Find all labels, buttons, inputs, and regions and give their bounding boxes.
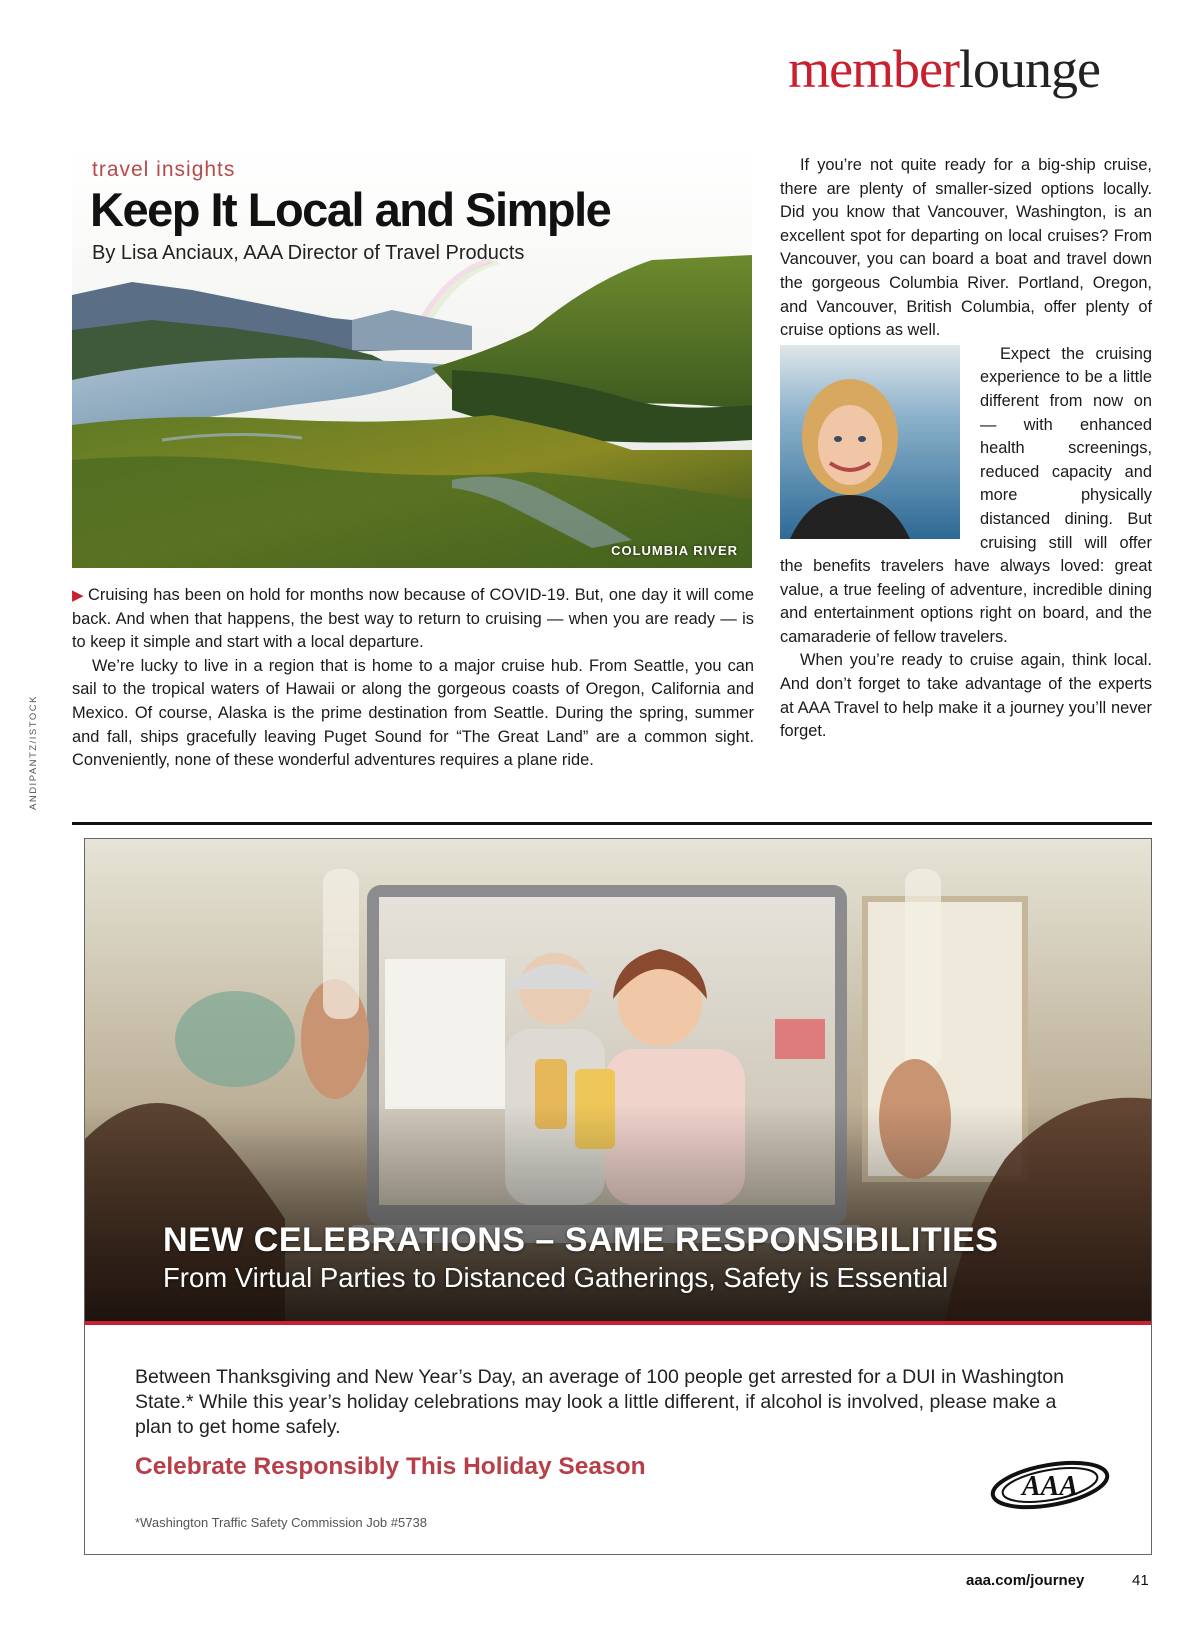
page-number: 41	[1132, 1572, 1149, 1589]
ad-subhead: From Virtual Parties to Distanced Gatherings, Safety is Essential	[163, 1262, 949, 1293]
article-kicker: travel insights	[92, 158, 236, 181]
article-paragraph: If you’re not quite ready for a big-ship cruise, there are plenty of smaller-sized options locally. Did you know that Vancouver, Washington, is an excellent spot for departing on local cruises? From Vancouver, you can board a boat and travel down the gorgeous Columbia River. Portland, Oregon, and Vancouver, British Columbia, offer plenty of cruise options as well.	[780, 156, 1152, 340]
article-paragraph: ▶ Cruising has been on hold for months now because of COVID-19. But, one day it will come back. And when that happens, the best way to return to cruising — when you are ready — is to keep it simple and start with a local departure.	[72, 586, 754, 652]
article-byline: By Lisa Anciaux, AAA Director of Travel Products	[92, 242, 525, 264]
masthead	[788, 39, 1100, 99]
section-divider	[72, 822, 1152, 825]
article-body-left	[72, 584, 754, 773]
photo-caption: COLUMBIA RIVER	[611, 543, 738, 558]
article-paragraph: Expect the cruising experience to be a little different from now on — with enhanced health screenings, reduced capacity and more physically distanced dining. But cruising still will offer the benefits travelers have always loved: great value, a true feeling of adventure, incredible dining and entertainment options right on board, and the camaraderie of fellow travelers.	[780, 344, 1152, 646]
author-photo	[780, 345, 960, 539]
ad-accent-bar	[85, 1321, 1151, 1325]
ad-footnote: *Washington Traffic Safety Commission Job #5738	[135, 1515, 427, 1530]
ad-headline: NEW CELEBRATIONS – SAME RESPONSIBILITIES	[163, 1221, 999, 1259]
ad-body-text: Between Thanksgiving and New Year’s Day, an average of 100 people get arrested for a DUI in Washington State.* While this year’s holiday celebrations may look a little different, if alcohol is involved, please make a plan to get home safely.	[135, 1366, 1064, 1438]
photo-credit: ANDIPANTZ/ISTOCK	[28, 695, 39, 810]
masthead-member: member	[788, 39, 960, 99]
article-body-right	[780, 154, 1152, 744]
triangle-bullet-icon: ▶	[72, 587, 85, 604]
footer-url[interactable]: aaa.com/journey	[966, 1572, 1085, 1589]
ad-panel	[84, 838, 1152, 1555]
hero-section	[72, 150, 752, 568]
aaa-logo-icon	[985, 1451, 1115, 1521]
aaa-logo-text: AAA	[1021, 1471, 1079, 1502]
article-headline: Keep It Local and Simple	[90, 183, 611, 236]
masthead-lounge: lounge	[959, 39, 1100, 99]
author-portrait	[780, 345, 960, 539]
ad-photo	[85, 839, 1151, 1321]
article-paragraph: When you’re ready to cruise again, think local. And don’t forget to take advantage of the experts at AAA Travel to help make it a journey you’ll never forget.	[780, 651, 1152, 741]
article-paragraph: We’re lucky to live in a region that is home to a major cruise hub. From Seattle, you can sail to the tropical waters of Hawaii or along the gorgeous coasts of Oregon, California and Mexico. Of course, Alaska is the prime destination from Seattle. During the spring, summer and fall, ships gracefully leaving Puget Sound for “The Great Land” are a common sight. Conveniently, none of these wonderful adventures requires a plane ride.	[72, 656, 754, 770]
ad-tagline: Celebrate Responsibly This Holiday Season	[135, 1453, 646, 1480]
